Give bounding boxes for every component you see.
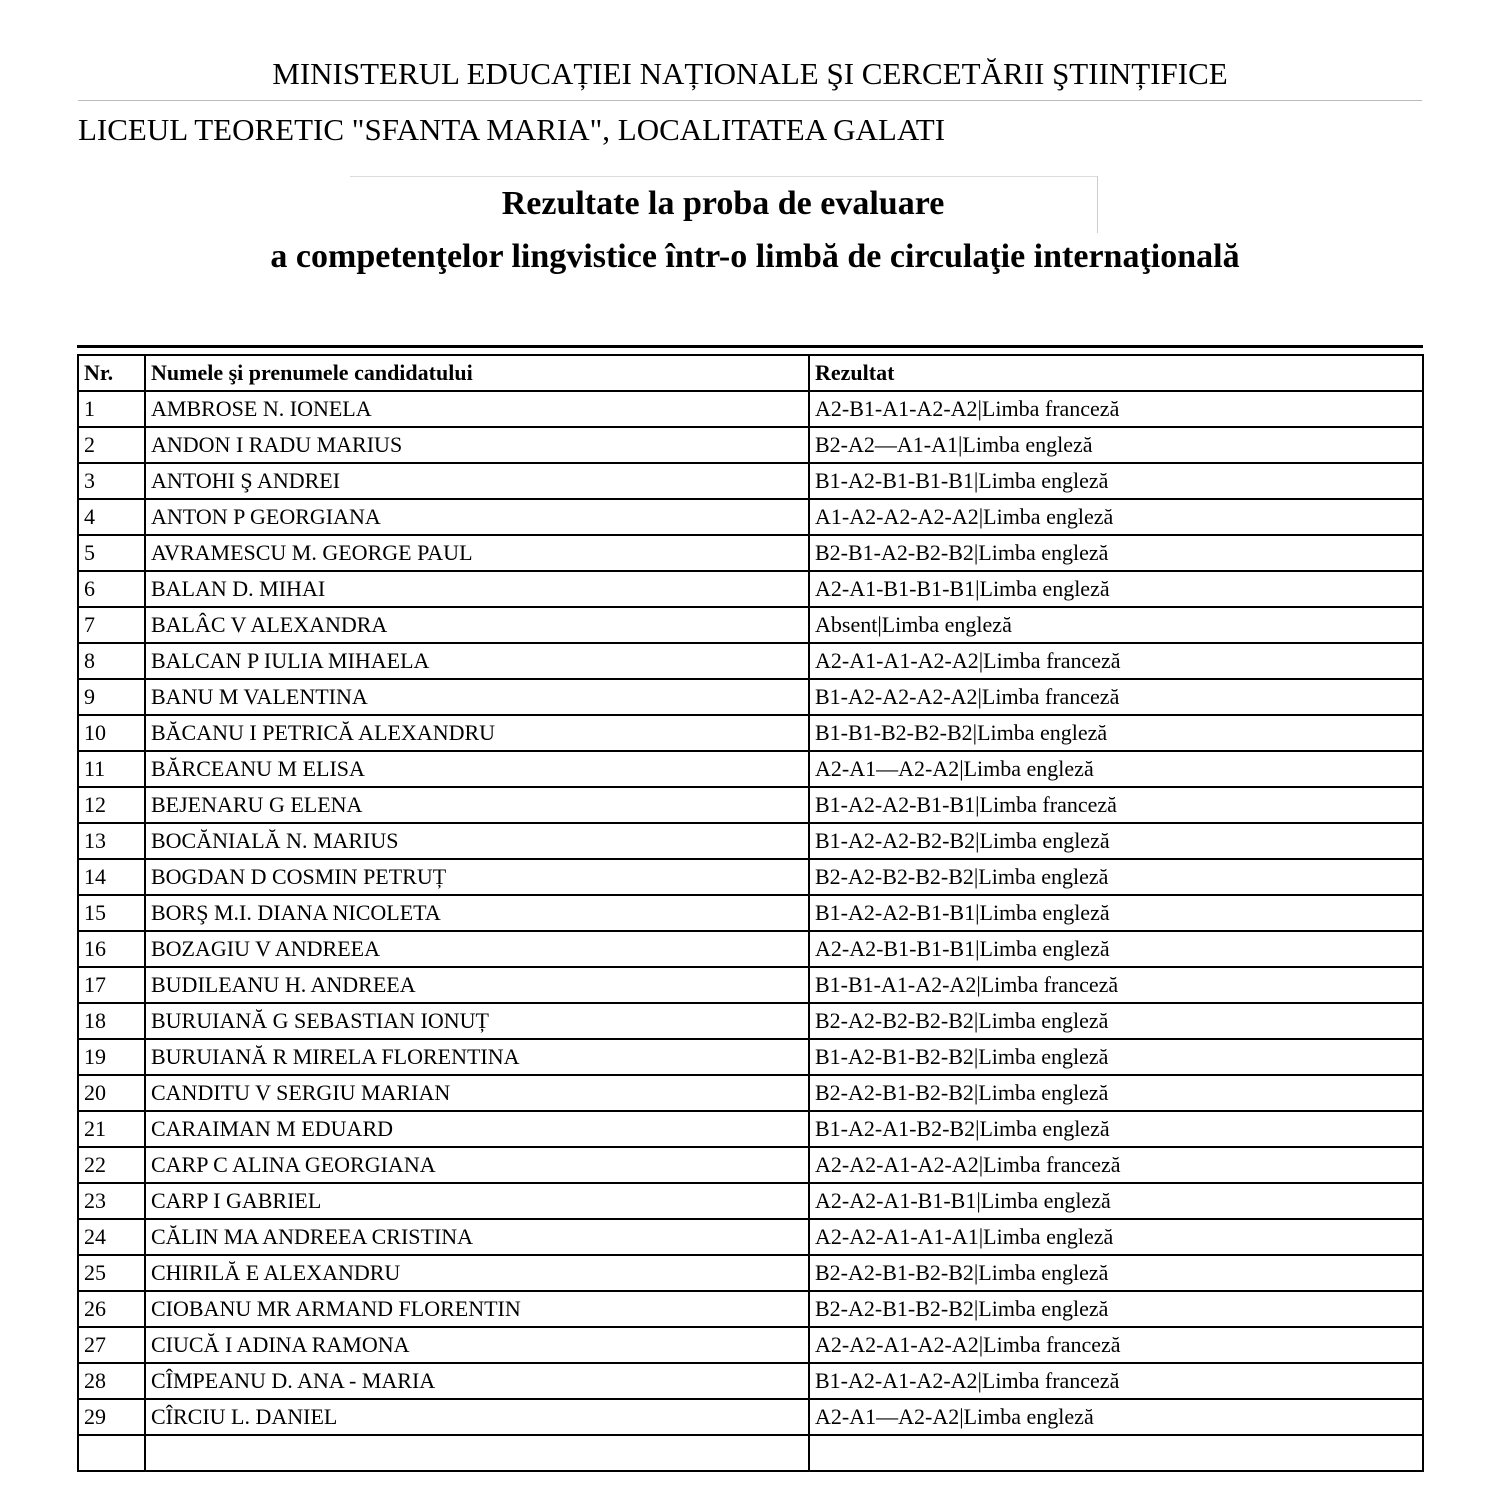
table-row	[78, 1111, 1423, 1147]
result: A2-A1—A2-A2|Limba engleză	[809, 751, 1423, 787]
row-number: 20	[78, 1075, 145, 1111]
empty-cell	[809, 1435, 1423, 1471]
result: B1-A2-B1-B2-B2|Limba engleză	[809, 1039, 1423, 1075]
table-row	[78, 787, 1423, 823]
table-row	[78, 679, 1423, 715]
candidate-name: BANU M VALENTINA	[145, 679, 809, 715]
result: B1-A2-A2-B1-B1|Limba engleză	[809, 895, 1423, 931]
empty-cell	[78, 1435, 145, 1471]
table-row	[78, 715, 1423, 751]
candidate-name: CĂLIN MA ANDREEA CRISTINA	[145, 1219, 809, 1255]
table-row	[78, 823, 1423, 859]
result: A2-A2-A1-B1-B1|Limba engleză	[809, 1183, 1423, 1219]
row-number: 21	[78, 1111, 145, 1147]
result: B1-A2-A1-A2-A2|Limba franceză	[809, 1363, 1423, 1399]
table-row	[78, 1075, 1423, 1111]
table-header-row	[78, 355, 1423, 391]
table-row-cutoff	[78, 1435, 1423, 1471]
result: B2-A2-B1-B2-B2|Limba engleză	[809, 1075, 1423, 1111]
result: A2-A1—A2-A2|Limba engleză	[809, 1399, 1423, 1435]
result: A2-A2-B1-B1-B1|Limba engleză	[809, 931, 1423, 967]
candidate-name: BORŞ M.I. DIANA NICOLETA	[145, 895, 809, 931]
column-header-nr: Nr.	[78, 355, 145, 391]
row-number: 11	[78, 751, 145, 787]
candidate-name: BALÂC V ALEXANDRA	[145, 607, 809, 643]
result: Absent|Limba engleză	[809, 607, 1423, 643]
result: A2-A2-A1-A2-A2|Limba franceză	[809, 1147, 1423, 1183]
table-row	[78, 1291, 1423, 1327]
candidate-name: CARP I GABRIEL	[145, 1183, 809, 1219]
result: B2-A2-B2-B2-B2|Limba engleză	[809, 1003, 1423, 1039]
row-number: 6	[78, 571, 145, 607]
result: A2-B1-A1-A2-A2|Limba franceză	[809, 391, 1423, 427]
table-row	[78, 931, 1423, 967]
row-number: 8	[78, 643, 145, 679]
row-number: 7	[78, 607, 145, 643]
table-row	[78, 391, 1423, 427]
table-row	[78, 1039, 1423, 1075]
row-number: 14	[78, 859, 145, 895]
school-name: LICEUL TEORETIC "SFANTA MARIA", LOCALITATEA GALATI	[78, 112, 946, 147]
result: B1-A2-A1-B2-B2|Limba engleză	[809, 1111, 1423, 1147]
row-number: 2	[78, 427, 145, 463]
candidate-name: BEJENARU G ELENA	[145, 787, 809, 823]
result: A2-A2-A1-A1-A1|Limba engleză	[809, 1219, 1423, 1255]
candidate-name: AMBROSE N. IONELA	[145, 391, 809, 427]
table-row	[78, 535, 1423, 571]
candidate-name: ANDON I RADU MARIUS	[145, 427, 809, 463]
table-row	[78, 1003, 1423, 1039]
row-number: 24	[78, 1219, 145, 1255]
result: B1-A2-A2-B1-B1|Limba franceză	[809, 787, 1423, 823]
candidate-name: CIUCĂ I ADINA RAMONA	[145, 1327, 809, 1363]
candidate-name: CANDITU V SERGIU MARIAN	[145, 1075, 809, 1111]
row-number: 26	[78, 1291, 145, 1327]
candidate-name: BALAN D. MIHAI	[145, 571, 809, 607]
table-row	[78, 1219, 1423, 1255]
candidate-name: BURUIANĂ G SEBASTIAN IONUȚ	[145, 1003, 809, 1039]
result: B2-A2-B1-B2-B2|Limba engleză	[809, 1291, 1423, 1327]
result: A2-A1-A1-A2-A2|Limba franceză	[809, 643, 1423, 679]
table-row	[78, 1399, 1423, 1435]
candidate-name: AVRAMESCU M. GEORGE PAUL	[145, 535, 809, 571]
results-table	[77, 354, 1424, 1472]
result: B1-A2-B1-B1-B1|Limba engleză	[809, 463, 1423, 499]
candidate-name: BALCAN P IULIA MIHAELA	[145, 643, 809, 679]
row-number: 5	[78, 535, 145, 571]
row-number: 1	[78, 391, 145, 427]
column-header-name: Numele şi prenumele candidatului	[145, 355, 809, 391]
table-row	[78, 607, 1423, 643]
result: A2-A1-B1-B1-B1|Limba engleză	[809, 571, 1423, 607]
candidate-name: CÎMPEANU D. ANA - MARIA	[145, 1363, 809, 1399]
empty-cell	[145, 1435, 809, 1471]
table-row	[78, 1183, 1423, 1219]
row-number: 13	[78, 823, 145, 859]
table-row	[78, 643, 1423, 679]
candidate-name: BOZAGIU V ANDREEA	[145, 931, 809, 967]
row-number: 27	[78, 1327, 145, 1363]
row-number: 29	[78, 1399, 145, 1435]
table-row	[78, 427, 1423, 463]
row-number: 3	[78, 463, 145, 499]
row-number: 15	[78, 895, 145, 931]
row-number: 9	[78, 679, 145, 715]
table-row	[78, 967, 1423, 1003]
table-row	[78, 751, 1423, 787]
candidate-name: BOCĂNIALĂ N. MARIUS	[145, 823, 809, 859]
table-row	[78, 1255, 1423, 1291]
candidate-name: CIOBANU MR ARMAND FLORENTIN	[145, 1291, 809, 1327]
result: A1-A2-A2-A2-A2|Limba engleză	[809, 499, 1423, 535]
document-title-line2: a competenţelor lingvistice într-o limbă de circulaţie internaţională	[270, 238, 1240, 275]
row-number: 25	[78, 1255, 145, 1291]
row-number: 28	[78, 1363, 145, 1399]
result: B2-A2-B2-B2-B2|Limba engleză	[809, 859, 1423, 895]
candidate-name: CARP C ALINA GEORGIANA	[145, 1147, 809, 1183]
candidate-name: BĂRCEANU M ELISA	[145, 751, 809, 787]
candidate-name: ANTON P GEORGIANA	[145, 499, 809, 535]
result: B2-B1-A2-B2-B2|Limba engleză	[809, 535, 1423, 571]
table-row	[78, 499, 1423, 535]
row-number: 16	[78, 931, 145, 967]
row-number: 19	[78, 1039, 145, 1075]
result: B1-A2-A2-A2-A2|Limba franceză	[809, 679, 1423, 715]
candidate-name: ANTOHI Ş ANDREI	[145, 463, 809, 499]
result: B2-A2-B1-B2-B2|Limba engleză	[809, 1255, 1423, 1291]
candidate-name: BĂCANU I PETRICĂ ALEXANDRU	[145, 715, 809, 751]
candidate-name: CÎRCIU L. DANIEL	[145, 1399, 809, 1435]
result: B1-A2-A2-B2-B2|Limba engleză	[809, 823, 1423, 859]
ministry-heading: MINISTERUL EDUCAȚIEI NAȚIONALE ŞI CERCETĂRII ŞTIINȚIFICE	[272, 56, 1228, 91]
row-number: 12	[78, 787, 145, 823]
result: B2-A2—A1-A1|Limba engleză	[809, 427, 1423, 463]
row-number: 17	[78, 967, 145, 1003]
table-row	[78, 1327, 1423, 1363]
table-row	[78, 463, 1423, 499]
row-number: 22	[78, 1147, 145, 1183]
result: B1-B1-A1-A2-A2|Limba franceză	[809, 967, 1423, 1003]
table-row	[78, 1363, 1423, 1399]
row-number: 18	[78, 1003, 145, 1039]
table-top-rule	[77, 345, 1423, 348]
table-row	[78, 1147, 1423, 1183]
table-row	[78, 895, 1423, 931]
document-title-line1: Rezultate la proba de evaluare	[501, 185, 945, 222]
table-row	[78, 571, 1423, 607]
candidate-name: BOGDAN D COSMIN PETRUȚ	[145, 859, 809, 895]
column-header-result: Rezultat	[809, 355, 1423, 391]
candidate-name: CARAIMAN M EDUARD	[145, 1111, 809, 1147]
row-number: 10	[78, 715, 145, 751]
header-divider	[78, 100, 1422, 101]
row-number: 23	[78, 1183, 145, 1219]
result: B1-B1-B2-B2-B2|Limba engleză	[809, 715, 1423, 751]
result: A2-A2-A1-A2-A2|Limba franceză	[809, 1327, 1423, 1363]
table-row	[78, 859, 1423, 895]
row-number: 4	[78, 499, 145, 535]
candidate-name: BURUIANĂ R MIRELA FLORENTINA	[145, 1039, 809, 1075]
candidate-name: BUDILEANU H. ANDREEA	[145, 967, 809, 1003]
candidate-name: CHIRILĂ E ALEXANDRU	[145, 1255, 809, 1291]
